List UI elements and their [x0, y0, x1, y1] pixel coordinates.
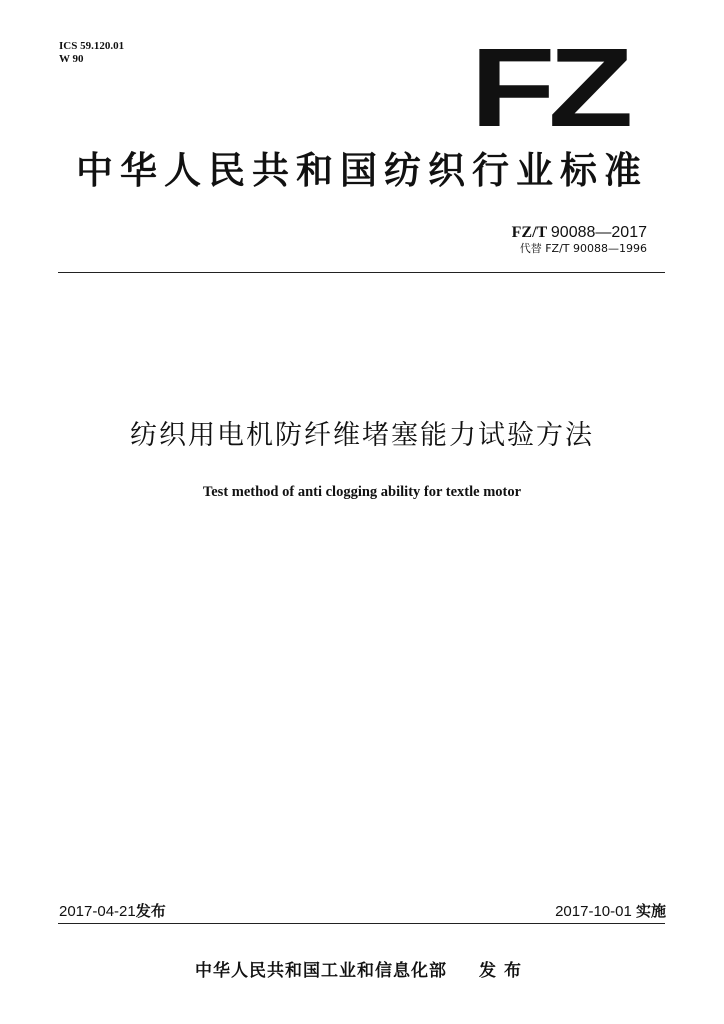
- issuer: [0, 960, 724, 982]
- document-title-chinese: 纺织用电机防纤维堵塞能力试验方法: [130, 420, 594, 451]
- standard-number: [512, 224, 647, 242]
- classification-codes: [59, 40, 124, 66]
- fz-logo: FZ: [470, 25, 627, 150]
- bottom-divider: [58, 923, 665, 924]
- issuer-organization: 中华人民共和国工业和信息化部: [195, 961, 447, 981]
- standard-prefix: FZ/T: [511, 224, 547, 241]
- document-title-english: Test method of anti clogging ability for textle motor: [202, 484, 522, 500]
- class-code: W 90: [59, 53, 84, 65]
- implement-date: [555, 902, 666, 921]
- issuer-action: 发布: [479, 961, 529, 981]
- implement-date-value: 2017-10-01: [555, 903, 632, 920]
- replaces-standard: 代替 FZ/T 90088—1996: [519, 242, 647, 255]
- publish-label: 发布: [135, 902, 166, 920]
- org-title: 中华人民共和国纺织行业标准: [76, 149, 648, 192]
- top-divider: [58, 272, 665, 273]
- implement-label: 实施: [635, 902, 666, 920]
- ics-code: ICS 59.120.01: [59, 40, 125, 52]
- standard-code: 90088—2017: [550, 224, 647, 241]
- publish-date-value: 2017-04-21: [59, 903, 136, 920]
- publish-date: [59, 902, 166, 921]
